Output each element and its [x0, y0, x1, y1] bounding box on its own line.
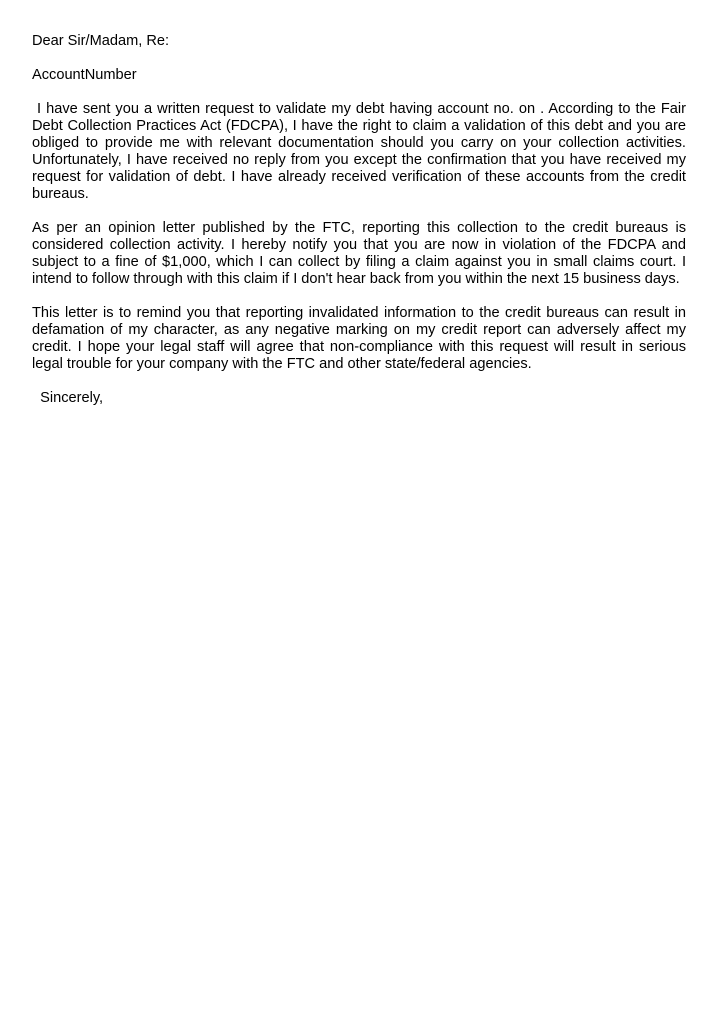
account-number-label: AccountNumber: [32, 67, 137, 83]
letter-body: [32, 33, 691, 407]
letter-closing: Sincerely,: [32, 390, 104, 406]
paragraph-defamation-warning: This letter is to remind you that reporting invalidated information to the credit bureaus can result in defamation of my character, as any negative marking on my credit report can adversely affect my credit. I hope your legal staff will agree that non-compliance with this request will result in serious legal trouble for your company with the FTC and other state/federal agencies.: [32, 305, 686, 372]
paragraph-ftc-violation: As per an opinion letter published by the FTC, reporting this collection to the credit bureaus is considered collection activity. I hereby notify you that you are now in violation of the FDCPA and subject to a fine of $1,000, which I can collect by filing a claim against you in small claims court. I intend to follow through with this claim if I don't hear back from you within the next 15 business days.: [32, 220, 686, 287]
letter-greeting: Dear Sir/Madam, Re:: [32, 33, 170, 49]
paragraph-validation-request: I have sent you a written request to validate my debt having account no. on . According to the Fair Debt Collection Practices Act (FDCPA), I have the right to claim a validation of this debt and you are obliged to provide me with relevant documentation should you carry on your collection activities. Unfortunately, I have received no reply from you except the confirmation that you have received my request for validation of debt. I have already received verification of these accounts from the credit bureaus.: [32, 101, 691, 202]
